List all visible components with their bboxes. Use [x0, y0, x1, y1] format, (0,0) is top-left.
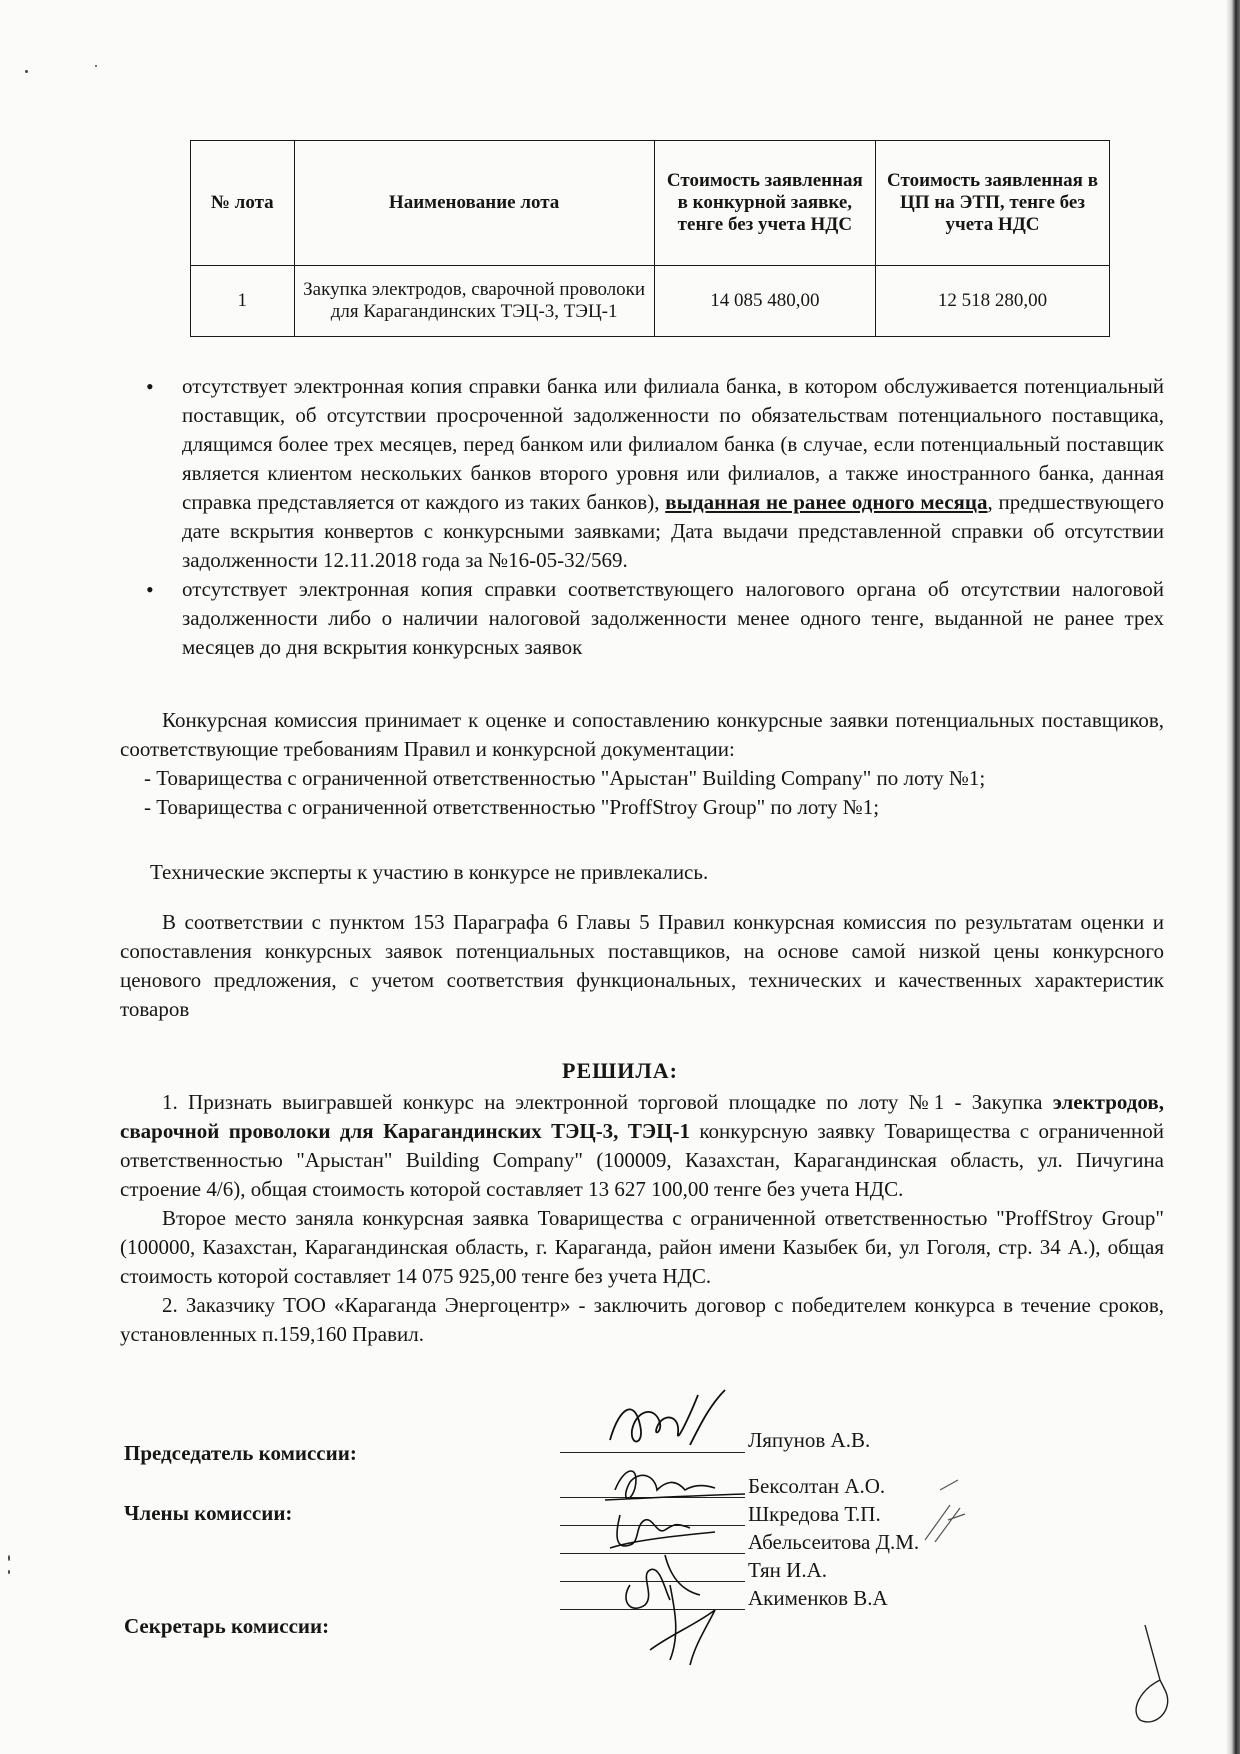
list-item [140, 575, 1164, 662]
decision-point-2: 2. Заказчику ТОО «Караганда Энергоцентр» - заключить договор с победителем конкурса в течение сроков, установленных п.159,160 Правил. [120, 1293, 1164, 1346]
member-name: Бексолтан А.О. [748, 1474, 886, 1498]
member-name: Тян И.А. [748, 1558, 828, 1582]
member-name: Абельсеитова Д.М. [748, 1530, 920, 1554]
deficiency-list [140, 372, 1164, 662]
secretary-name: Акименков В.А [748, 1586, 888, 1610]
scan-edge [1226, 0, 1240, 1754]
bullet-1-text: отсутствует электронная копия справки банка или филиала банка, в котором обслуживается потенциальный поставщик, об отсутствии просроченной задолженности по обязательствам потенциального поставщика, длящимся более трех месяцев, перед банком или филиалом банка (в случае, если потенциальный поставщик является клиентом нескольких банков второго уровня или филиалов, а также иностранного банка, данная справка представляется от каждого из таких банков), [182, 374, 1164, 514]
bullet-1-emphasis: выданная не ранее одного месяца [665, 490, 988, 514]
decision-second-place: Второе место заняла конкурсная заявка Товарищества с ограниченной ответственностью "ProffStroy Group" (100000, Казахстан, Карагандинская область, г. Караганда, район имени Казыбек би, ул Гоголя, стр. 34 А.), общая стоимость которой составляет 14 075 925,00 тенге без учета НДС. [120, 1206, 1164, 1288]
chair-signature [600, 1385, 750, 1465]
accepted-bidder-2: - Товарищества с ограниченной ответственностью "ProffStroy Group" по лоту №1; [144, 795, 880, 819]
bullet-2-text: отсутствует электронная копия справки соответствующего налогового органа об отсутствии налоговой задолженности либо о наличии налоговой задолженности менее одного тенге, выданной не ранее трех месяцев до дня вскрытия конкурсных заявок [182, 577, 1164, 659]
header-lot-no: № лота [191, 141, 295, 266]
header-etp-cost: Стоимость заявленная в ЦП на ЭТП, тенге без учета НДС [876, 141, 1110, 266]
cell-lot-name: Закупка электродов, сварочной проволоки для Карагандинских ТЭЦ-3, ТЭЦ-1 [294, 266, 654, 337]
decision-section [120, 1088, 1164, 1349]
scan-speck [8, 1555, 10, 1561]
cell-etp-cost: 12 518 280,00 [876, 266, 1110, 337]
scan-speck [25, 70, 28, 73]
chair-name: Ляпунов А.В. [748, 1428, 871, 1452]
accepted-bidder-1: - Товарищества с ограниченной ответственностью "Арыстан" Building Company" по лоту №1; [144, 766, 986, 790]
decision-heading: РЕШИЛА: [562, 1058, 678, 1083]
table-row [191, 266, 1110, 337]
decision-1-end: конкурсную заявку Товарищества с ограниченной ответственностью "Арыстан" Building Company" (100009, Казахстан, Карагандинская область, ул. Пичугина строение 4/6), общая стоимость которой составляет 13 627 100,00 тенге без учета НДС. [120, 1119, 1164, 1201]
decision-1-lot-name: электродов, сварочной проволоки для Карагандинских ТЭЦ-3, ТЭЦ-1 [120, 1090, 1164, 1143]
scan-speck [95, 65, 97, 67]
cell-lot-no: 1 [191, 266, 295, 337]
decision-1-start: 1. Признать выигравшей конкурс на электронной торговой площадке по лоту №1 - Закупка [162, 1090, 1053, 1114]
member-name: Шкредова Т.П. [748, 1502, 881, 1526]
acceptance-intro: Конкурсная комиссия принимает к оценке и сопоставлению конкурсные заявки потенциальных поставщиков, соответствующие требованиям Правил и конкурсной документации: [120, 708, 1164, 761]
experts-note: Технические эксперты к участию в конкурсе не привлекались. [150, 860, 709, 884]
table-header-row [191, 141, 1110, 266]
page-corner-mark [1120, 1620, 1190, 1730]
members-label: Члены комиссии: [124, 1501, 293, 1525]
list-item [140, 372, 1164, 575]
cell-bid-cost: 14 085 480,00 [654, 266, 875, 337]
bullet-1-text-end: , предшествующего дате вскрытия конвертов с конкурсными заявками; Дата выдачи представленной справки об отсутствии задолженности 12.11.2018 года за №16-05-32/569. [182, 490, 1164, 572]
decision-point-1 [120, 1088, 1164, 1204]
secretary-label: Секретарь комиссии: [124, 1614, 330, 1638]
scan-speck [8, 1570, 10, 1574]
header-bid-cost: Стоимость заявленная в конкурной заявке, тенге без учета НДС [654, 141, 875, 266]
header-lot-name: Наименование лота [294, 141, 654, 266]
acceptance-section [120, 706, 1164, 822]
lot-table [190, 140, 1110, 337]
secretary-signature [640, 1580, 750, 1670]
initials-mark [920, 1470, 970, 1550]
basis-paragraph: В соответствии с пунктом 153 Параграфа 6 Главы 5 Правил конкурсная комиссия по результатам оценки и сопоставления конкурсных заявок потенциальных поставщиков, на основе самой низкой цены конкурсного ценового предложения, с учетом соответствия функциональных, технических и качественных характеристик товаров [120, 910, 1164, 1021]
chair-label: Председатель комиссии: [124, 1441, 357, 1465]
